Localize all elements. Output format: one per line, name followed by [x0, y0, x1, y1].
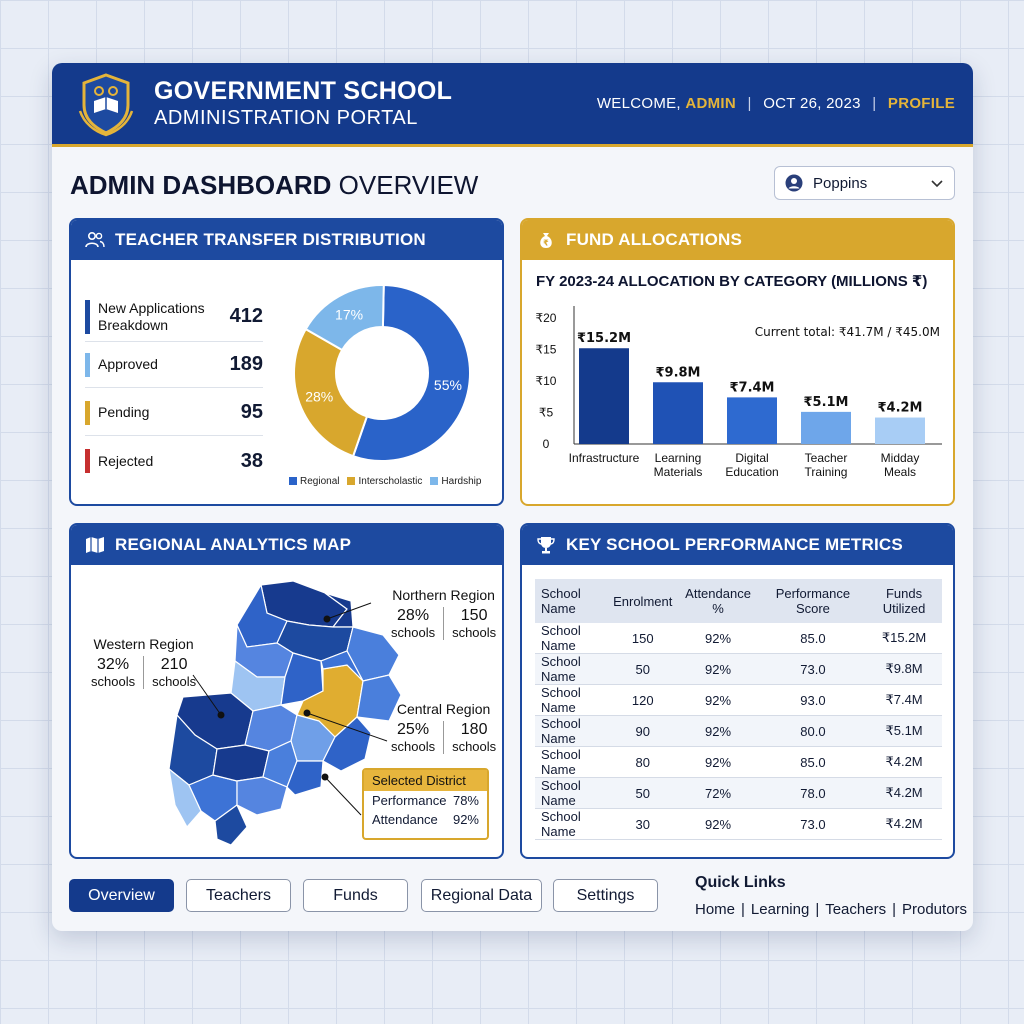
table-row[interactable] [535, 809, 942, 840]
y-tick-label: ₹5 [538, 405, 554, 420]
bar-value-label: ₹15.2M [576, 331, 632, 347]
x-category-label: Materials [653, 465, 703, 479]
welcome-bar [597, 95, 955, 112]
nav-tab-settings[interactable]: Settings [553, 879, 658, 912]
table-cell: 80 [609, 747, 676, 778]
performance-label: Performance [372, 793, 447, 808]
central-region-label [383, 701, 504, 754]
chevron-down-icon [930, 178, 944, 188]
regional-map-card [69, 523, 504, 859]
font-select-dropdown[interactable] [774, 166, 955, 200]
legend-item [430, 476, 481, 487]
stat-value: 38 [240, 449, 263, 472]
table-cell: 92% [676, 809, 759, 840]
stat-label: New Applications Breakdown [98, 299, 205, 333]
table-cell: 90 [609, 716, 676, 747]
performance-metrics-header [522, 525, 953, 565]
chart-annotation: Current total: ₹41.7M / ₹45.0M [754, 325, 940, 339]
performance-metrics-card [520, 523, 955, 859]
welcome-text: WELCOME, [596, 95, 681, 112]
quick-link-learning[interactable]: Learning [750, 901, 810, 918]
table-cell: 92% [676, 685, 759, 716]
font-select-value: Poppins [813, 174, 868, 192]
table-cell: 50 [609, 654, 676, 685]
money-bag-icon [536, 230, 556, 250]
fund-allocations-header [522, 220, 953, 260]
regional-map-title: REGIONAL ANALYTICS MAP [115, 535, 352, 554]
region-unit: schools [391, 625, 436, 640]
region-percent: 25% [397, 721, 430, 738]
attendance-value: 92% [452, 812, 479, 827]
stat-label: Pending [98, 404, 150, 420]
legend-label: Regional [300, 476, 340, 487]
table-cell: 92% [676, 747, 759, 778]
quick-links-title: Quick Links [695, 874, 786, 891]
svg-text:₹: ₹ [543, 238, 549, 248]
stat-value: 189 [229, 353, 263, 375]
y-tick-label: 0 [542, 437, 550, 451]
table-cell: ₹4.2M [866, 778, 942, 809]
table-cell: 73.0 [760, 654, 866, 685]
performance-metrics-title: KEY SCHOOL PERFORMANCE METRICS [566, 535, 903, 554]
x-category-label: Training [804, 465, 848, 479]
table-cell: ₹5.1M [866, 716, 942, 747]
table-cell: School Name [535, 685, 609, 716]
separator: | [892, 901, 896, 918]
bar-value-label: ₹9.8M [655, 365, 701, 381]
table-cell: 72% [676, 778, 759, 809]
portal-title: GOVERNMENT SCHOOL [154, 77, 453, 105]
page-title: ADMIN DASHBOARD OVERVIEW [70, 170, 479, 200]
x-category-label: Digital [735, 451, 769, 465]
map-icon [85, 536, 105, 554]
legend-item [289, 476, 339, 487]
region-unit: schools [452, 739, 497, 754]
quick-link-produtors[interactable]: Produtors [902, 901, 968, 918]
western-region-label [83, 636, 204, 689]
bar-value-label: ₹5.1M [803, 394, 849, 410]
table-cell: 92% [676, 654, 759, 685]
legend-item [347, 476, 422, 487]
region-unit: schools [391, 739, 436, 754]
quick-link-teachers[interactable]: Teachers [825, 901, 887, 918]
column-header[interactable]: School Name [535, 579, 609, 623]
table-row[interactable] [535, 623, 942, 654]
table-cell: 30 [609, 809, 676, 840]
teacher-transfer-card [69, 218, 504, 506]
quick-link-home[interactable]: Home [695, 901, 736, 918]
school-crest-icon [74, 71, 138, 137]
northern-region-label [383, 587, 504, 640]
bar-1[interactable] [653, 382, 703, 444]
x-category-label: Teacher [804, 451, 848, 465]
separator: | [747, 95, 752, 112]
column-header[interactable]: Performance Score [760, 579, 866, 623]
table-cell: 85.0 [760, 623, 866, 654]
separator: | [741, 901, 745, 918]
separator: | [872, 95, 877, 112]
nav-tab-regional-data[interactable]: Regional Data [421, 879, 542, 912]
table-cell: ₹4.2M [866, 809, 942, 840]
legend-swatch [289, 477, 297, 485]
stat-color-bar [85, 401, 90, 425]
region-count: 150 [460, 607, 488, 624]
donut-slice-label: 17% [335, 306, 364, 323]
x-category-label: Midday [880, 451, 920, 465]
table-cell: School Name [535, 623, 609, 654]
stat-label: Rejected [98, 452, 154, 469]
column-header[interactable]: Enrolment [609, 579, 676, 623]
region-percent: 32% [97, 656, 130, 673]
table-cell: 73.0 [760, 809, 866, 840]
quick-links [695, 901, 967, 918]
user-name: ADMIN [685, 95, 737, 112]
bar-0[interactable] [579, 348, 629, 444]
table-cell: 93.0 [760, 685, 866, 716]
map-district[interactable] [213, 745, 269, 781]
dashboard-window [52, 63, 973, 931]
table-cell: 150 [609, 623, 676, 654]
metrics-table [535, 579, 942, 840]
table-cell: School Name [535, 654, 609, 685]
bar-3[interactable] [801, 412, 851, 444]
table-cell: ₹9.8M [866, 654, 942, 685]
x-category-label: Learning [654, 451, 702, 465]
bar-value-label: ₹7.4M [729, 380, 775, 396]
fund-chart-title: FY 2023-24 ALLOCATION BY CATEGORY (MILLIONS ₹) [536, 273, 928, 290]
table-cell: ₹4.2M [866, 747, 942, 778]
stat-label: Approved [98, 356, 158, 372]
trophy-icon [536, 535, 556, 555]
column-header[interactable]: Attendance % [676, 579, 759, 623]
fund-allocations-card [520, 218, 955, 506]
region-name: Northern Region [392, 587, 495, 603]
table-row[interactable] [535, 685, 942, 716]
x-category-label: Education [725, 465, 779, 479]
x-category-label: Meals [883, 465, 917, 479]
region-name: Central Region [396, 701, 491, 717]
selected-district-title: Selected District [364, 770, 487, 791]
table-cell: 80.0 [760, 716, 866, 747]
table-cell: School Name [535, 778, 609, 809]
table-cell: School Name [535, 747, 609, 778]
region-unit: schools [452, 625, 497, 640]
separator: | [815, 901, 820, 918]
x-category-label: Infrastructure [568, 451, 640, 465]
region-percent: 28% [397, 607, 430, 624]
table-row[interactable] [535, 716, 942, 747]
stat-color-bar [85, 353, 90, 377]
table-cell: 92% [676, 716, 759, 747]
table-cell: ₹15.2M [866, 623, 942, 654]
transfer-stat-row [85, 342, 263, 388]
legend-label: Interscholastic [358, 476, 423, 487]
donut-legend [289, 476, 481, 487]
table-cell: 85.0 [760, 747, 866, 778]
region-count: 210 [160, 656, 188, 673]
y-tick-label: ₹10 [535, 374, 557, 388]
fund-bar-chart [530, 298, 950, 494]
region-name: Western Region [93, 636, 194, 652]
bar-2[interactable] [727, 397, 777, 444]
teacher-transfer-title: TEACHER TRANSFER DISTRIBUTION [115, 230, 426, 249]
attendance-label: Attendance [372, 812, 438, 827]
transfer-donut-chart [293, 284, 471, 462]
selected-district-panel [362, 768, 489, 840]
region-count: 180 [460, 721, 488, 738]
donut-slice-label: 55% [433, 376, 462, 393]
legend-swatch [347, 477, 355, 485]
bar-value-label: ₹4.2M [877, 400, 923, 416]
region-unit: schools [152, 674, 197, 689]
table-cell: School Name [535, 716, 609, 747]
transfer-stat-row [85, 390, 263, 436]
transfer-stat-row [85, 438, 263, 484]
profile-link[interactable]: PROFILE [887, 95, 955, 112]
table-cell: 92% [676, 623, 759, 654]
stat-value: 95 [240, 401, 263, 423]
table-cell: 120 [609, 685, 676, 716]
stat-value: 412 [229, 305, 263, 327]
table-cell: 78.0 [760, 778, 866, 809]
column-header[interactable]: Funds Utilized [866, 579, 942, 623]
stat-color-bar [85, 449, 90, 473]
nav-tab-funds[interactable]: Funds [303, 879, 408, 912]
table-row[interactable] [535, 654, 942, 685]
fund-allocations-title: FUND ALLOCATIONS [566, 230, 743, 249]
y-tick-label: ₹20 [535, 311, 557, 325]
regional-map-header [71, 525, 502, 565]
legend-label: Hardship [441, 476, 482, 487]
nav-tab-overview[interactable]: Overview [69, 879, 174, 912]
user-circle-icon [785, 174, 803, 192]
table-cell: School Name [535, 809, 609, 840]
bar-4[interactable] [875, 418, 925, 444]
performance-value: 78% [452, 793, 479, 808]
region-unit: schools [91, 674, 136, 689]
users-icon [85, 231, 105, 249]
donut-slice-label: 28% [305, 388, 334, 405]
table-header-row [535, 579, 942, 623]
portal-subtitle: ADMINISTRATION PORTAL [154, 107, 418, 129]
y-tick-label: ₹15 [535, 342, 557, 357]
legend-swatch [430, 477, 438, 485]
stat-color-bar [85, 300, 90, 334]
top-bar [52, 63, 973, 147]
teacher-transfer-header [71, 220, 502, 260]
table-row[interactable] [535, 747, 942, 778]
current-date: OCT 26, 2023 [763, 95, 861, 112]
table-cell: 50 [609, 778, 676, 809]
transfer-stat-row [85, 292, 263, 342]
nav-tab-teachers[interactable]: Teachers [186, 879, 291, 912]
table-row[interactable] [535, 778, 942, 809]
table-cell: ₹7.4M [866, 685, 942, 716]
